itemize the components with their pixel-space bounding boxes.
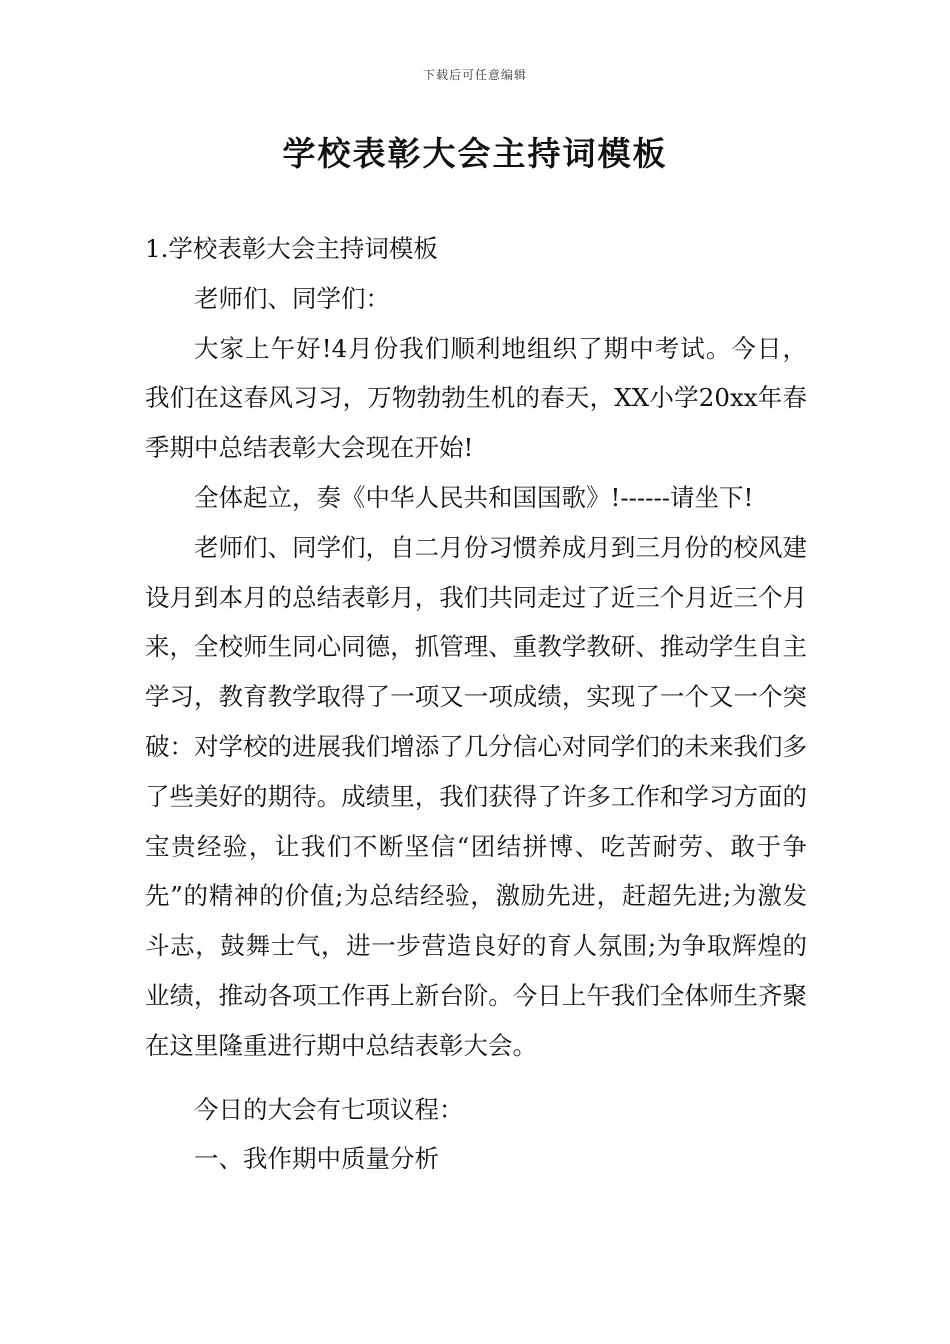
paragraph-review: 老师们、同学们，自二月份习惯养成月到三月份的校风建设月到本月的总结表彰月，我们共同走过了近三个月近三个月来，全校师生同心同德，抓管理、重教学教研、推动学生自主学习，教育教学取得了一项又一项成绩，实现了一个又一个突破：对学校的进展我们增添了几分信心对同学们的未来我们多了些美好的期待。成绩里，我们获得了许多工作和学习方面的宝贵经验，让我们不断坚信“团结拼博、吃苦耐劳、敢于争先”的精神的价值;为总结经验，激励先进，赶超先进;为激发斗志，鼓舞士气，进一步营造良好的育人氛围;为争取辉煌的业绩，推动各项工作再上新台阶。今日上午我们全体师生齐聚在这里隆重进行期中总结表彰大会。 [145,532,807,1060]
document-body [145,224,807,1184]
paragraph-agenda-item-1: 一、我作期中质量分析 [194,1144,439,1174]
section-heading: 1.学校表彰大会主持词模板 [145,234,438,263]
document-title: 学校表彰大会主持词模板 [282,134,668,173]
paragraph-opening: 大家上午好!4月份我们顺利地组织了期中考试。今日，我们在这春风习习，万物勃勃生机的春天，XX小学20xx年春季期中总结表彰大会现在开始! [145,333,807,463]
paragraph-agenda-intro: 今日的大会有七项议程： [194,1094,464,1124]
header-note: 下载后可任意编辑 [422,68,527,82]
paragraph-anthem: 全体起立，奏《中华人民共和国国歌》!------请坐下! [194,482,754,512]
paragraph-greeting: 老师们、同学们： [194,283,390,313]
